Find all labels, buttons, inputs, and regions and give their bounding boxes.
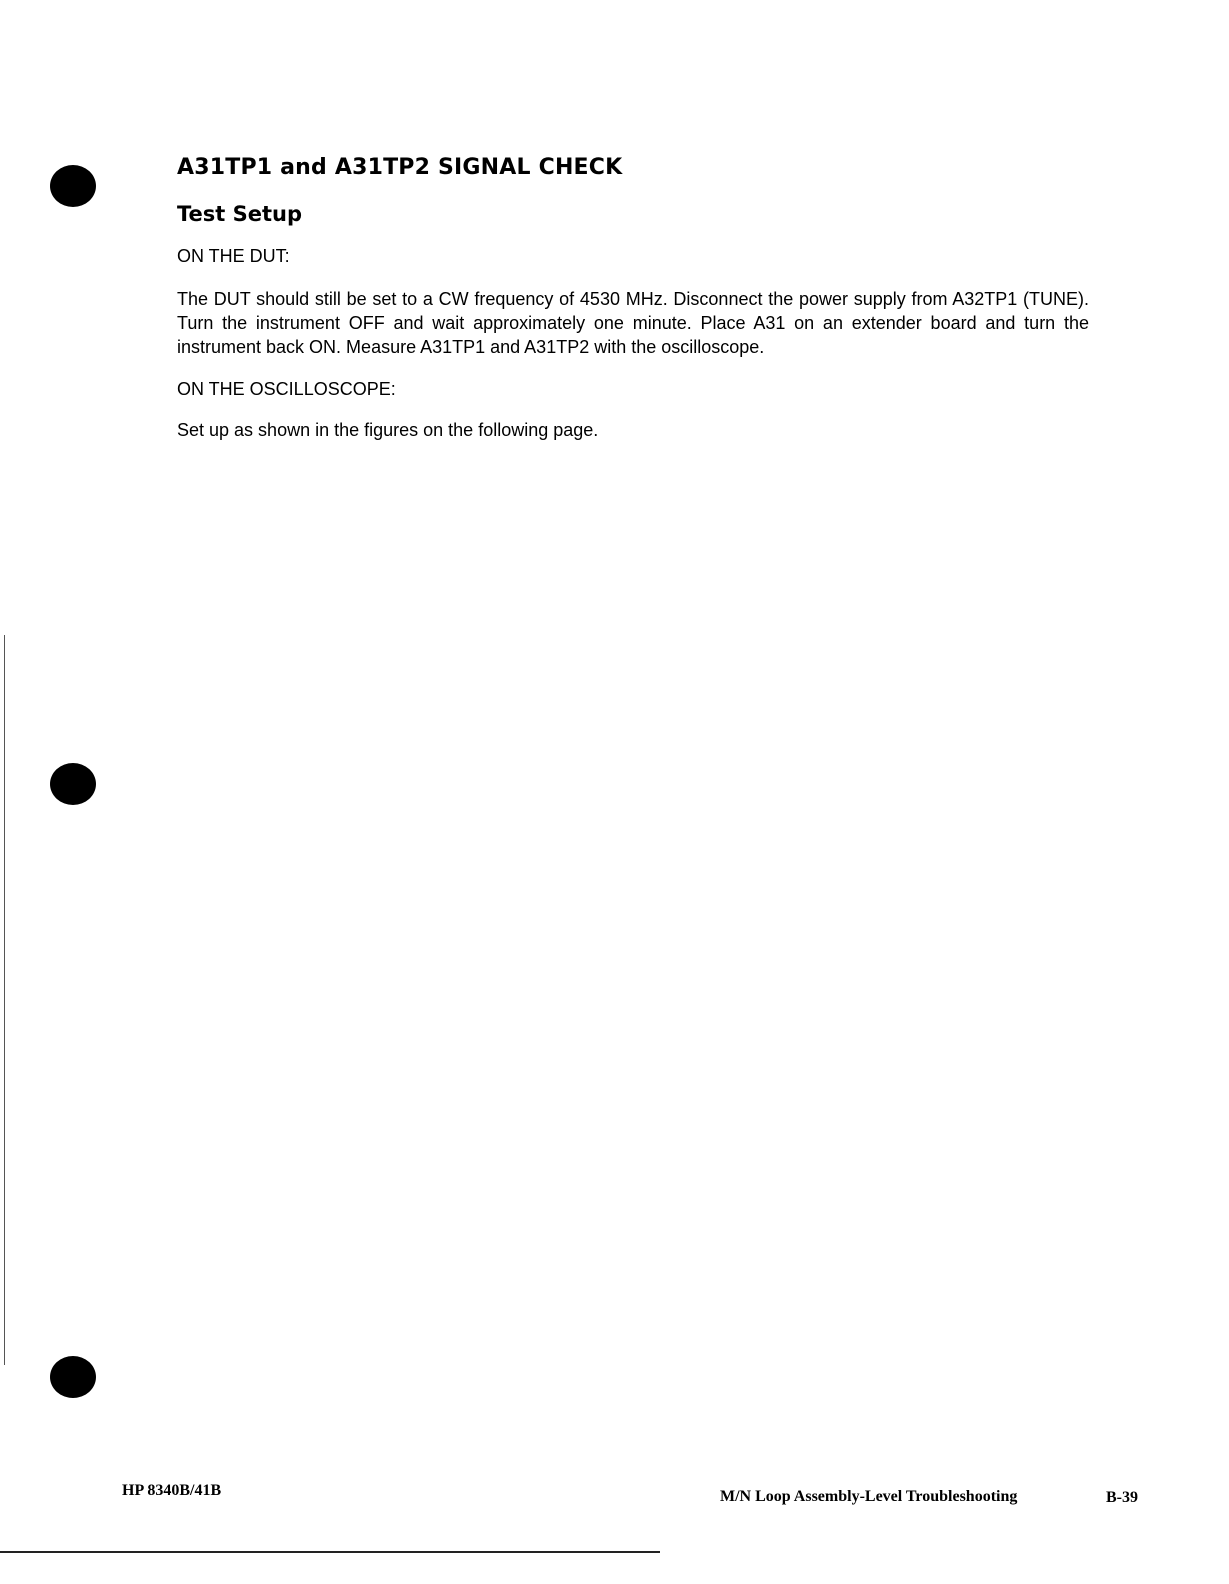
section-title: A31TP1 and A31TP2 SIGNAL CHECK — [177, 155, 623, 180]
oscilloscope-instructions: Set up as shown in the figures on the following page. — [177, 420, 599, 440]
page-content — [177, 155, 1089, 441]
dut-instructions: The DUT should still be set to a CW frequency of 4530 MHz. Disconnect the power supply from A32TP1 (TUNE). Turn the instrument OFF and wait approximately one minute. Place A31 on an extender board and turn the instrument back ON. Measure A31TP1 and A31TP2 with the oscilloscope. — [177, 289, 1089, 357]
punch-hole-middle — [50, 763, 96, 805]
binder-edge-line — [4, 635, 5, 1365]
bottom-rule — [0, 1551, 660, 1553]
test-setup-heading: Test Setup — [177, 202, 303, 226]
dut-label: ON THE DUT: — [177, 246, 290, 266]
punch-hole-bottom — [50, 1356, 96, 1398]
oscilloscope-label: ON THE OSCILLOSCOPE: — [177, 379, 396, 399]
footer-chapter: M/N Loop Assembly-Level Troubleshooting — [720, 1488, 1018, 1505]
page-number: B-39 — [1106, 1489, 1138, 1506]
footer-model: HP 8340B/41B — [122, 1482, 222, 1499]
punch-hole-top — [50, 165, 96, 207]
